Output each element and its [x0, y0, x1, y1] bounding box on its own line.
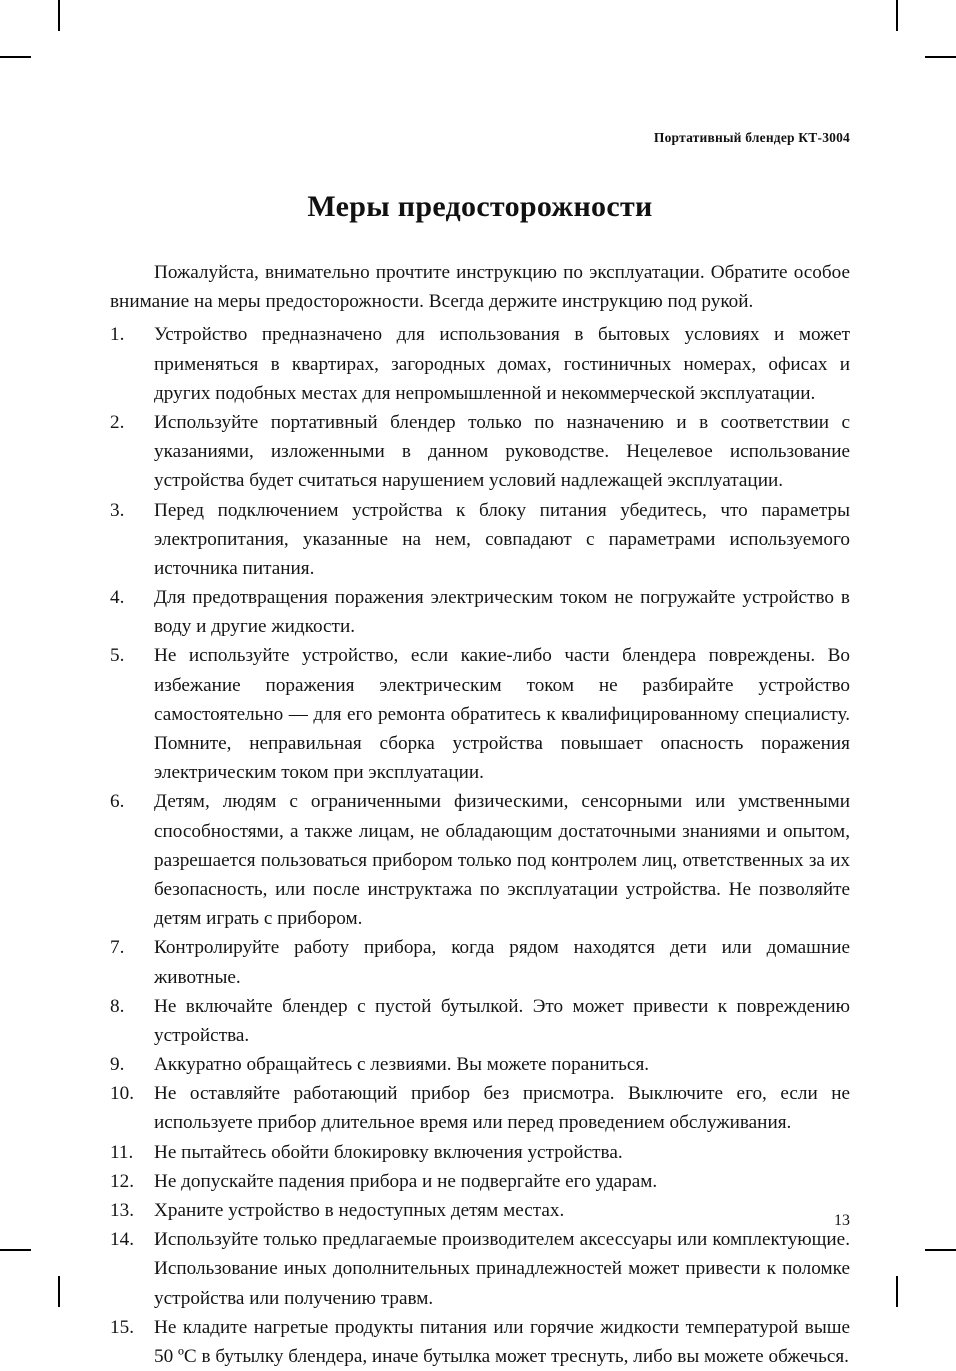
- safety-rule-number: 4.: [110, 587, 125, 609]
- safety-rule-number: 10.: [110, 1083, 134, 1105]
- safety-rule-text: Для предотвращения поражения электрическим током не погружайте устройство в воду и другие жидкости.: [154, 587, 850, 638]
- safety-rule-item: [110, 496, 850, 584]
- safety-rule-number: 12.: [110, 1170, 134, 1192]
- safety-rule-number: 2.: [110, 411, 125, 433]
- page-number: 13: [834, 1212, 850, 1229]
- safety-rule-item: [110, 1050, 850, 1079]
- intro-paragraph: Пожалуйста, внимательно прочтите инструкцию по эксплуатации. Обратите особое внимание на меры предосторожности. Всегда держите инструкцию под рукой.: [110, 262, 850, 313]
- safety-rule-item: [110, 408, 850, 496]
- safety-rule-text: Используйте только предлагаемые производителем аксессуары или комплектующие. Использование иных дополнительных принадлежностей может привести к поломке устройства или получению травм.: [154, 1229, 850, 1309]
- safety-rule-text: Не пытайтесь обойти блокировку включения устройства.: [154, 1141, 623, 1163]
- safety-rule-text: Не оставляйте работающий прибор без присмотра. Выключите его, если не используете прибор длительное время или перед проведением обслуживания.: [154, 1083, 850, 1134]
- safety-rule-number: 9.: [110, 1054, 125, 1076]
- safety-rule-number: 15.: [110, 1316, 134, 1338]
- safety-rule-number: 1.: [110, 324, 125, 346]
- safety-rule-text: Контролируйте работу прибора, когда рядом находятся дети или домашние животные.: [154, 937, 850, 988]
- safety-rule-item: [110, 641, 850, 787]
- crop-mark-bottom-left-vertical: [58, 1276, 60, 1307]
- crop-mark-top-left-horizontal: [0, 56, 31, 58]
- safety-rule-number: 3.: [110, 499, 125, 521]
- crop-mark-bottom-right-vertical: [896, 1276, 898, 1307]
- safety-rule-item: [110, 992, 850, 1050]
- safety-rule-item: [110, 583, 850, 641]
- safety-rule-text: Аккуратно обращайтесь с лезвиями. Вы можете пораниться.: [154, 1054, 650, 1076]
- safety-rule-text: Детям, людям с ограниченными физическими, сенсорными или умственными способностями, а также лицам, не обладающим достаточными знаниями и опытом, разрешается пользоваться прибором только под контролем лиц, ответственных за их безопасность, или после инструктажа по эксплуатации устройства. Не позволяйте детям играть с прибором.: [154, 791, 850, 930]
- safety-rule-text: Храните устройство в недоступных детям местах.: [154, 1200, 565, 1221]
- safety-rule-number: 14.: [110, 1229, 134, 1251]
- safety-rule-number: 8.: [110, 995, 125, 1017]
- safety-rule-text: Используйте портативный блендер только по назначению и в соответствии с указаниями, изложенными в данном руководстве. Нецелевое использование устройства будет считаться нарушением условий надлежащей эксплуатации.: [154, 411, 850, 492]
- safety-rule-item: [110, 1138, 850, 1167]
- safety-rule-text: Перед подключением устройства к блоку питания убедитесь, что параметры электропитания, указанные на нем, совпадают с параметрами используемого источника питания.: [154, 499, 850, 579]
- safety-rule-number: 11.: [110, 1141, 134, 1163]
- safety-rule-item: [110, 1167, 850, 1196]
- safety-rule-text: Не используйте устройство, если какие-либо части блендера повреждены. Во избежание поражения электрическим током не разбирайте устройство самостоятельно — для его ремонта обратитесь к квалифицированному специалисту. Помните, неправильная сборка устройства повышает опасность поражения электрическим током при эксплуатации.: [154, 645, 850, 784]
- safety-rule-number: 7.: [110, 937, 125, 959]
- safety-rule-item: [110, 1079, 850, 1137]
- safety-rule-text: Устройство предназначено для использования в бытовых условиях и может применяться в квартирах, загородных домах, гостиничных номерах, офисах и других подобных местах для непромышленной и некоммерческой эксплуатации.: [154, 324, 850, 404]
- crop-mark-top-left-vertical: [58, 0, 60, 31]
- safety-rule-item: [110, 1313, 850, 1371]
- safety-rule-number: 13.: [110, 1200, 134, 1221]
- safety-rule-item: [110, 787, 850, 933]
- safety-rule-text: Не включайте блендер с пустой бутылкой. Это может привести к повреждению устройства.: [154, 995, 850, 1046]
- page-content: [110, 130, 850, 1371]
- safety-rule-number: 6.: [110, 791, 125, 813]
- safety-rule-text: Не кладите нагретые продукты питания или горячие жидкости температурой выше 50 ºC в бутылку блендера, иначе бутылка может треснуть, либо вы можете обжечься.: [154, 1316, 850, 1367]
- crop-mark-top-right-horizontal: [925, 56, 956, 58]
- safety-rule-item: [110, 1225, 850, 1313]
- safety-rule-item: [110, 320, 850, 408]
- safety-rule-text: Не допускайте падения прибора и не подвергайте его ударам.: [154, 1170, 658, 1192]
- running-head: Портативный блендер КТ-3004: [653, 130, 850, 145]
- safety-rule-number: 5.: [110, 645, 125, 667]
- page-title: Меры предосторожности: [307, 190, 653, 223]
- safety-rule-item: [110, 933, 850, 991]
- crop-mark-bottom-right-horizontal: [925, 1249, 956, 1251]
- crop-mark-top-right-vertical: [896, 0, 898, 31]
- crop-mark-bottom-left-horizontal: [0, 1249, 31, 1251]
